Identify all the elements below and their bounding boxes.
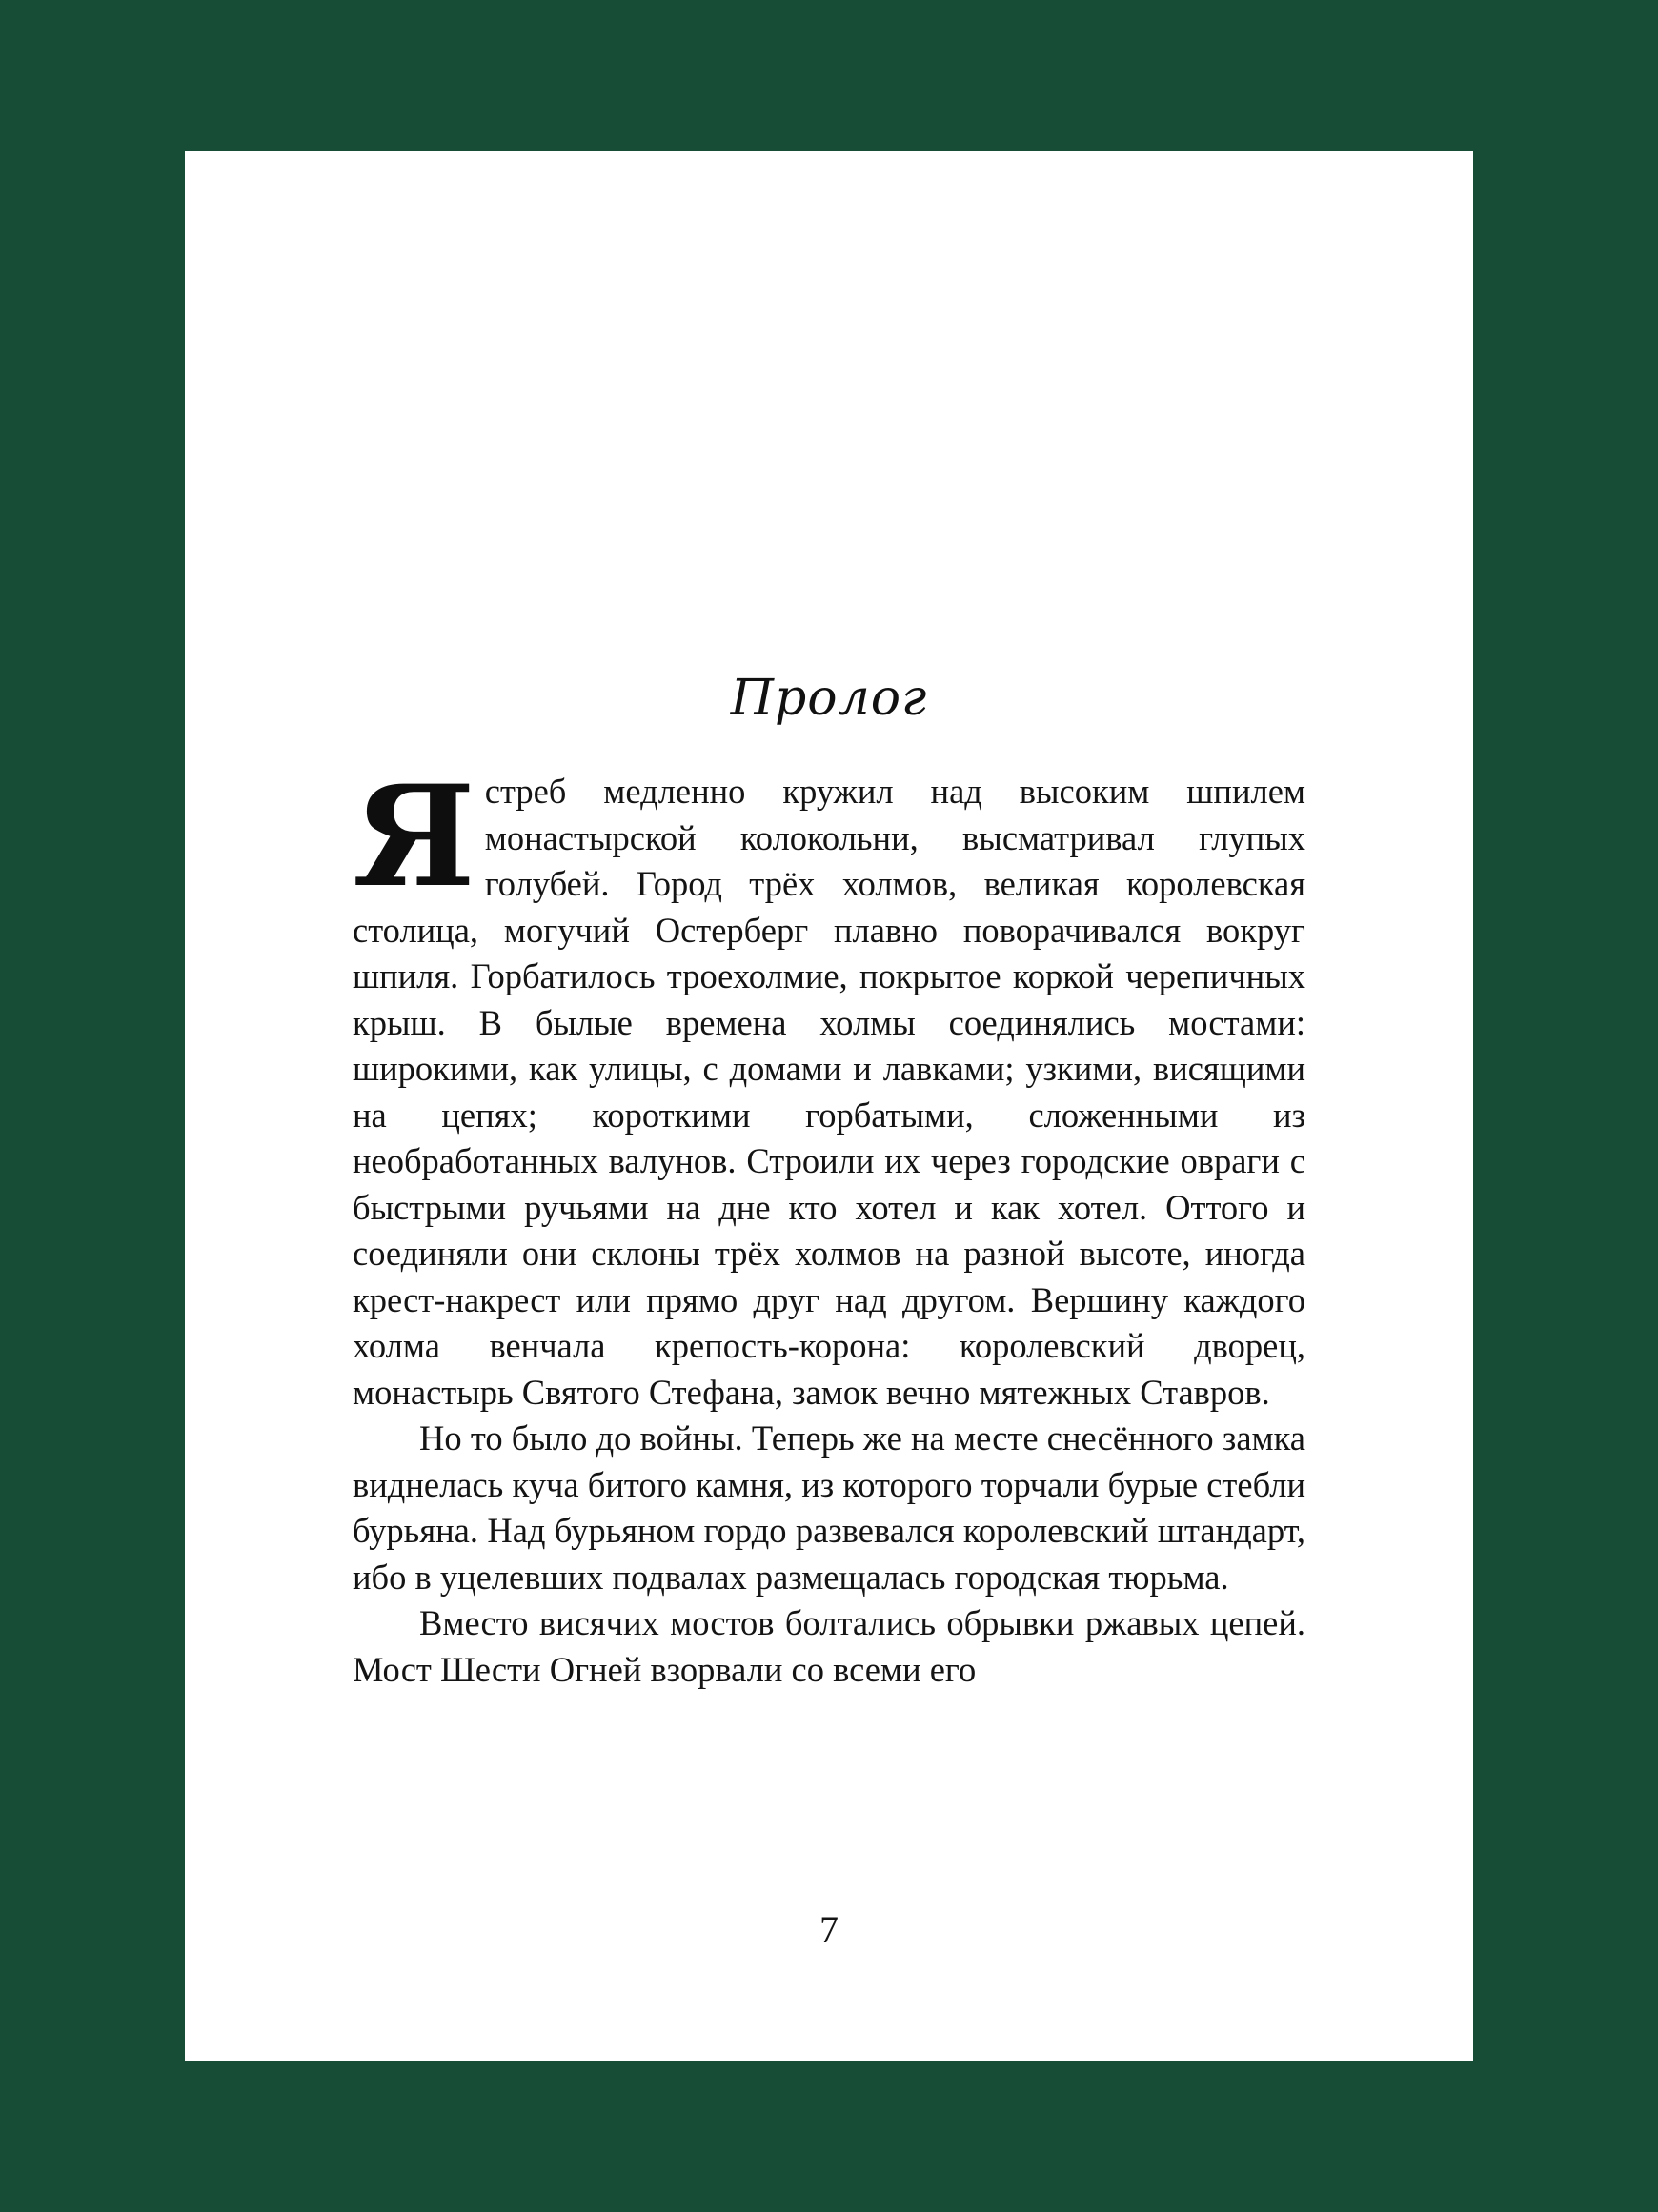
paragraph-2: Но то было до войны. Теперь же на месте снесённого замка виднелась куча битого камня, из которого торчали бурые стебли бурьяна. Над бурьяном гордо развевался королевский штандарт, ибо в уцелевших подвалах размещалась городская тюрьма. [353,1418,1305,1597]
paragraph-1-text: стреб медленно кружил над высоким шпилем монастырской колокольни, высматривал глупых голубей. Город трёх холмов, великая королевская столица, могучий Остерберг плавно поворачивался вокруг шпиля. Горбатилось троехолмие, покрытое коркой черепичных крыш. В былые времена холмы соединялись мостами: широкими, как улицы, с домами и лавками; узкими, висящими на цепях; короткими горбатыми, сложенными из необработанных валунов. Строили их через городские овраги с быстрыми ручьями на дне кто хотел и как хотел. Оттого и соединяли они склоны трёх холмов на разной высоте, иногда крест-накрест или прямо друг над другом. Вершину каждого холма венчала крепость-корона: королевский дворец, монастырь Святого Стефана, замок вечно мятежных Ставров. [353,772,1305,1412]
chapter-title: Пролог [730,670,928,727]
paragraph-3: Вместо висячих мостов болтались обрывки ржавых цепей. Мост Шести Огней взорвали со всеми его [353,1603,1305,1689]
body-text [353,755,1305,1693]
book-page [185,151,1473,2061]
page-number: 7 [819,1908,839,1951]
paragraph-1 [353,755,1305,1416]
drop-cap: Я [353,755,475,918]
